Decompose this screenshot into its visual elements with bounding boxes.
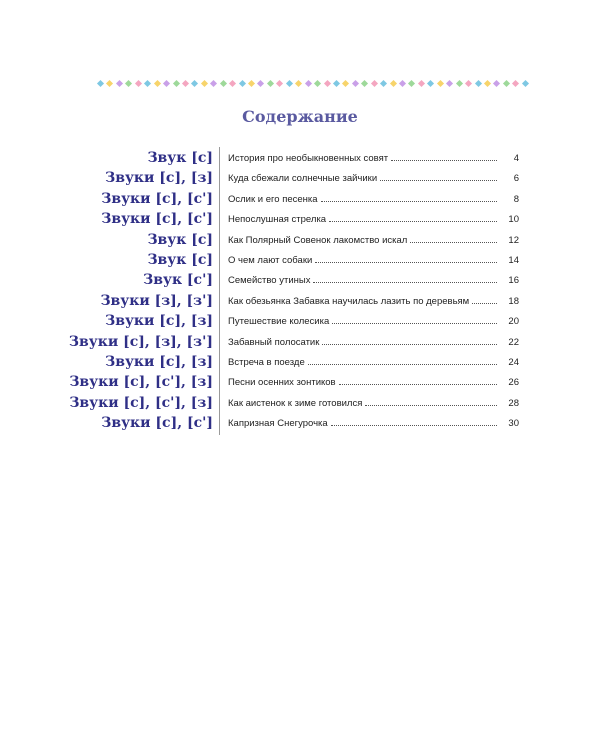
decorative-dot bbox=[361, 79, 368, 86]
decorative-dot bbox=[257, 79, 264, 86]
toc-entry[interactable] bbox=[228, 376, 519, 389]
decorative-dot bbox=[229, 79, 236, 86]
page-number: 24 bbox=[508, 356, 519, 368]
page-number: 18 bbox=[508, 295, 519, 307]
toc-row[interactable] bbox=[0, 291, 600, 311]
page-number: 4 bbox=[513, 153, 519, 164]
toc-entry[interactable] bbox=[228, 152, 519, 165]
decorative-dot bbox=[220, 79, 227, 86]
dot-leader bbox=[308, 356, 497, 365]
decorative-dot bbox=[295, 79, 302, 86]
decorative-dot bbox=[352, 79, 359, 86]
decorative-dot-border bbox=[98, 78, 528, 88]
page-number: 14 bbox=[508, 254, 519, 266]
page-number: 30 bbox=[508, 418, 519, 430]
toc-row[interactable] bbox=[0, 413, 600, 433]
toc-entry[interactable] bbox=[228, 213, 519, 226]
dot-leader bbox=[321, 193, 497, 202]
decorative-dot bbox=[474, 79, 481, 86]
page-number: 8 bbox=[513, 193, 519, 205]
dot-leader bbox=[313, 274, 497, 283]
decorative-dot bbox=[390, 79, 397, 86]
table-of-contents bbox=[0, 148, 600, 433]
page-number: 10 bbox=[508, 214, 519, 226]
decorative-dot bbox=[172, 79, 179, 86]
story-title[interactable]: Путешествие колесика bbox=[228, 316, 330, 328]
sound-label: Звук [с] bbox=[147, 251, 213, 268]
dot-leader bbox=[472, 295, 497, 304]
dot-leader bbox=[391, 152, 497, 161]
sound-label: Звуки [с], [с'] bbox=[101, 211, 213, 228]
decorative-dot bbox=[371, 79, 378, 86]
story-title[interactable]: Семейство утиных bbox=[228, 275, 311, 287]
story-title[interactable]: Как аистенок к зиме готовился bbox=[228, 397, 363, 409]
toc-row[interactable] bbox=[0, 209, 600, 229]
dot-leader bbox=[322, 336, 497, 345]
dot-leader bbox=[339, 376, 497, 385]
sound-label: Звуки [с], [з] bbox=[105, 353, 213, 370]
decorative-dot bbox=[418, 79, 425, 86]
dot-leader bbox=[331, 417, 497, 426]
dot-leader bbox=[410, 234, 497, 243]
decorative-dot bbox=[201, 79, 208, 86]
sound-label: Звук [с'] bbox=[143, 272, 213, 289]
sound-label: Звуки [с], [з], [з'] bbox=[68, 333, 213, 350]
sound-label: Звук [с] bbox=[147, 150, 213, 166]
toc-row[interactable] bbox=[0, 230, 600, 250]
sound-label: Звуки [с], [с'], [з] bbox=[69, 394, 213, 411]
decorative-dot bbox=[446, 79, 453, 86]
story-title[interactable]: Как обезьянка Забавка научилась лазить по деревьям bbox=[228, 295, 470, 307]
decorative-dot bbox=[135, 79, 142, 86]
decorative-dot bbox=[116, 79, 123, 86]
story-title[interactable]: Капризная Снегурочка bbox=[228, 418, 328, 430]
toc-entry[interactable] bbox=[228, 356, 519, 369]
decorative-dot bbox=[97, 79, 104, 86]
decorative-dot bbox=[239, 79, 246, 86]
decorative-dot bbox=[286, 79, 293, 86]
toc-entry[interactable] bbox=[228, 193, 519, 206]
toc-entry[interactable] bbox=[228, 397, 519, 410]
page-number: 20 bbox=[508, 316, 519, 328]
decorative-dot bbox=[144, 79, 151, 86]
story-title[interactable]: Встреча в поезде bbox=[228, 356, 305, 368]
toc-entry[interactable] bbox=[228, 274, 519, 287]
toc-row[interactable] bbox=[0, 372, 600, 392]
story-title[interactable]: Непослушная стрелка bbox=[228, 214, 327, 226]
page-number: 26 bbox=[508, 377, 519, 389]
page-number: 22 bbox=[508, 336, 519, 348]
sound-label: Звуки [с], [с'] bbox=[101, 190, 213, 207]
decorative-dot bbox=[484, 79, 491, 86]
story-title[interactable]: Забавный полосатик bbox=[228, 336, 320, 348]
toc-entry[interactable] bbox=[228, 234, 519, 247]
decorative-dot bbox=[399, 79, 406, 86]
decorative-dot bbox=[276, 79, 283, 86]
decorative-dot bbox=[267, 79, 274, 86]
decorative-dot bbox=[154, 79, 161, 86]
toc-row[interactable] bbox=[0, 250, 600, 270]
decorative-dot bbox=[437, 79, 444, 86]
toc-entry[interactable] bbox=[228, 315, 519, 328]
story-title[interactable]: Ослик и его песенка bbox=[228, 193, 318, 205]
sound-label: Звуки [з], [з'] bbox=[100, 292, 213, 309]
decorative-dot bbox=[305, 79, 312, 86]
dot-leader bbox=[329, 213, 497, 222]
sound-label: Звуки [с], [з] bbox=[105, 313, 213, 330]
sound-label: Звуки [с], [с'], [з] bbox=[69, 374, 213, 391]
toc-row[interactable] bbox=[0, 168, 600, 188]
decorative-dot bbox=[248, 79, 255, 86]
toc-row[interactable] bbox=[0, 148, 600, 168]
story-title[interactable]: Песни осенних зонтиков bbox=[228, 377, 336, 389]
decorative-dot bbox=[125, 79, 132, 86]
dot-leader bbox=[332, 315, 497, 324]
sound-label: Звуки [с], [з] bbox=[105, 170, 213, 187]
decorative-dot bbox=[456, 79, 463, 86]
decorative-dot bbox=[182, 79, 189, 86]
decorative-dot bbox=[106, 79, 113, 86]
story-title[interactable]: О чем лают собаки bbox=[228, 254, 313, 266]
toc-entry[interactable] bbox=[228, 172, 519, 185]
page-number: 12 bbox=[508, 234, 519, 246]
decorative-dot bbox=[503, 79, 510, 86]
sound-label: Звук [с] bbox=[147, 231, 213, 248]
toc-entry[interactable] bbox=[228, 417, 519, 430]
decorative-dot bbox=[522, 79, 529, 86]
decorative-dot bbox=[314, 79, 321, 86]
toc-row[interactable] bbox=[0, 332, 600, 352]
toc-entry[interactable] bbox=[228, 254, 519, 267]
decorative-dot bbox=[380, 79, 387, 86]
decorative-dot bbox=[333, 79, 340, 86]
decorative-dot bbox=[427, 79, 434, 86]
story-title[interactable]: Куда сбежали солнечные зайчики bbox=[228, 173, 378, 185]
toc-row[interactable] bbox=[0, 352, 600, 372]
decorative-dot bbox=[342, 79, 349, 86]
toc-row[interactable] bbox=[0, 393, 600, 413]
decorative-dot bbox=[191, 79, 198, 86]
toc-row[interactable] bbox=[0, 189, 600, 209]
toc-entry[interactable] bbox=[228, 336, 519, 349]
story-title[interactable]: Как Полярный Совенок лакомство искал bbox=[228, 234, 408, 246]
decorative-dot bbox=[512, 79, 519, 86]
decorative-dot bbox=[493, 79, 500, 86]
decorative-dot bbox=[408, 79, 415, 86]
decorative-dot bbox=[465, 79, 472, 86]
toc-entry[interactable] bbox=[228, 295, 519, 308]
page-number: 16 bbox=[508, 275, 519, 287]
page-number: 28 bbox=[508, 397, 519, 409]
dot-leader bbox=[365, 397, 497, 406]
dot-leader bbox=[315, 254, 497, 263]
toc-row[interactable] bbox=[0, 270, 600, 290]
page-number: 6 bbox=[513, 173, 519, 185]
decorative-dot bbox=[163, 79, 170, 86]
decorative-dot bbox=[323, 79, 330, 86]
decorative-dot bbox=[210, 79, 217, 86]
dot-leader bbox=[380, 172, 497, 181]
page-title: Содержание bbox=[242, 107, 358, 126]
sound-label: Звуки [с], [с'] bbox=[101, 415, 213, 432]
toc-row[interactable] bbox=[0, 311, 600, 331]
story-title[interactable]: История про необыкновенных совят bbox=[228, 153, 389, 164]
